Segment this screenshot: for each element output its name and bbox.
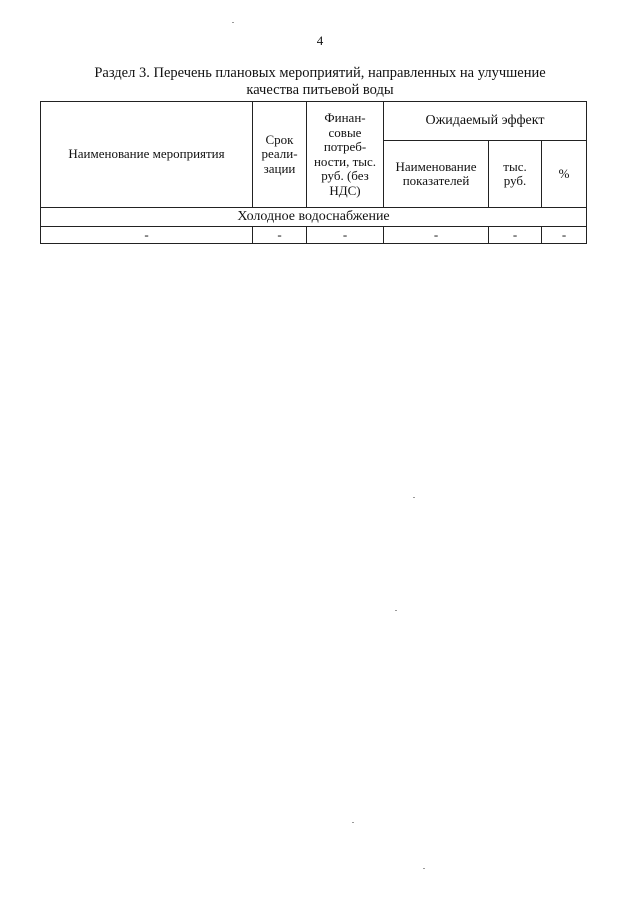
cell-indicator: -: [384, 227, 489, 244]
section-title-line-2: качества питьевой воды: [246, 82, 394, 98]
section-cold-water: Холодное водоснабжение: [41, 208, 587, 227]
header-expected-effect: Ожидаемый эффект: [384, 102, 587, 141]
header-indicator-name: Наименование показателей: [384, 141, 489, 208]
header-percent: %: [542, 141, 587, 208]
table-row: [41, 227, 587, 244]
cell-name: -: [41, 227, 253, 244]
cell-finance: -: [307, 227, 384, 244]
header-name: Наименование мероприятия: [41, 102, 253, 208]
header-term: Срок реали- зации: [253, 102, 307, 208]
section-title: [40, 65, 600, 99]
header-finance: Финан- совые потреб- ности, тыс. руб. (без НДС): [307, 102, 384, 208]
measures-table: [40, 101, 587, 244]
header-thousand-rub: тыс. руб.: [489, 141, 542, 208]
header-row-1: [41, 102, 587, 141]
page-number: 4: [316, 33, 324, 48]
cell-term: -: [253, 227, 307, 244]
section-row: [41, 208, 587, 227]
cell-percent: -: [542, 227, 587, 244]
cell-thousand-rub: -: [489, 227, 542, 244]
section-title-line-1: Раздел 3. Перечень плановых мероприятий, направленных на улучшение: [94, 65, 546, 81]
